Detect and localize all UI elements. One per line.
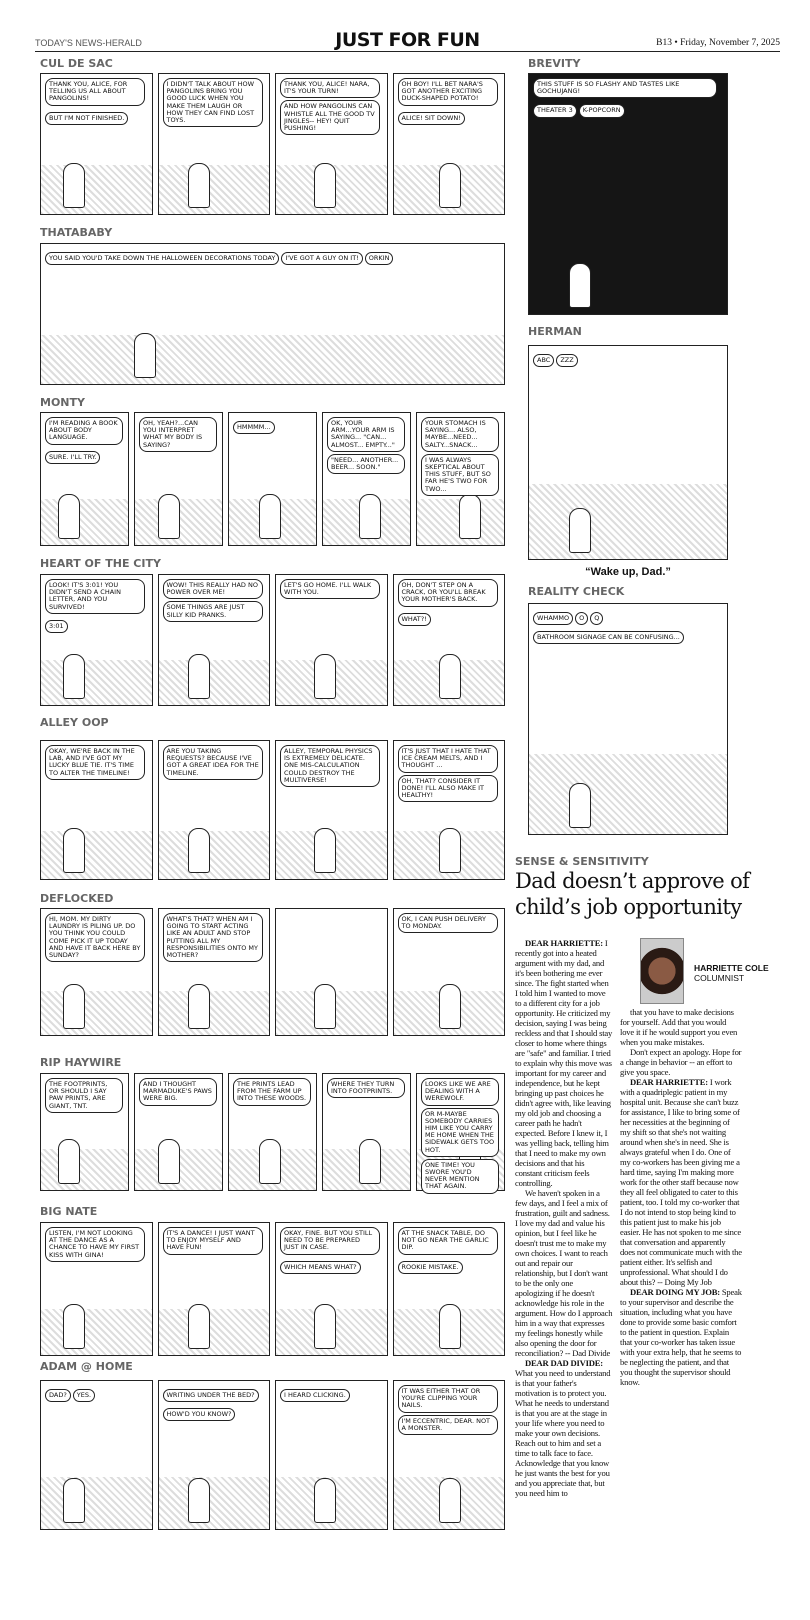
speech-bubble: K-POPCORN (579, 104, 625, 117)
author-name: HARRIETTE COLE (694, 963, 769, 973)
panel-background (41, 991, 152, 1035)
character-figure (314, 1304, 336, 1349)
speech-bubble: THE PRINTS LEAD FROM THE FARM UP INTO THESE WOODS. (233, 1078, 311, 1106)
comic-panel (275, 1380, 388, 1530)
comic-panel (393, 740, 506, 880)
paragraph-lead: DEAR DOING MY JOB: (630, 1287, 722, 1297)
character-figure (314, 1478, 336, 1523)
author-role: COLUMNIST (694, 973, 745, 983)
comic-title: MONTY (40, 396, 85, 409)
character-figure (188, 163, 210, 208)
article-paragraph: DEAR HARRIETTE: I recently got into a heated argument with my dad, and it's been bothering me ever since. The fight started when I told him I wanted to move to a different city for a job opportunity. He criticized my decision, saying I was being reckless and that I should stay closer to home where things are "safe" and familiar. I tried to explain why this move was important for my career and independence, but he kept bringing up past choices he didn't agree with, like leaving my old job and choosing a career path he hadn't expected. Before I knew it, I was yelling back, telling him that I need to make my own decisions and that his constant criticism feels controlling. (515, 938, 613, 1188)
comic-panel (275, 1222, 388, 1356)
panel-background (41, 831, 152, 879)
speech-bubble: OK, I CAN PUSH DELIVERY TO MONDAY. (398, 913, 498, 933)
panel-background (159, 1309, 270, 1355)
comic-panel (158, 574, 271, 706)
comic-title: HERMAN (528, 325, 582, 338)
speech-bubble: I HEARD CLICKING. (280, 1389, 350, 1402)
speech-bubble: WHERE THEY TURN INTO FOOTPRINTS. (327, 1078, 405, 1098)
panel-background (41, 1477, 152, 1529)
character-figure (314, 654, 336, 699)
speech-bubble: ONE TIME! YOU SWORE YOU'D NEVER MENTION THAT AGAIN. (421, 1159, 499, 1194)
comic-strip (528, 73, 728, 315)
article-paragraph: DEAR HARRIETTE: I work with a quadriplegic patient in my hospital unit. Because she can't buzz for assistance, I like to bring some of her necessities at the beginning of my shift so that she's not waiting around when she's in need. She is always grateful when I do. One of my co-workers has been giving me a hard time, saying I'm making more work for the other staff because now they all feel obligated to cater to this patient, too. I told my co-worker that I do not intend to stop being kind to this patient just to make his job easier. He has not spoken to me since that conversation and apparently does not communicate much with the patient either. It's selfish and unprofessional. What should I do about this? -- Doing My Job (620, 1077, 742, 1287)
panel-background (159, 831, 270, 879)
comic-panel (322, 412, 411, 546)
character-figure (158, 1139, 180, 1184)
paragraph-lead: DEAR DAD DIVIDE: (525, 1358, 603, 1368)
character-figure (188, 654, 210, 699)
character-figure (188, 1478, 210, 1523)
character-figure (314, 984, 336, 1029)
comic-panel (134, 1073, 223, 1191)
comic-panel (158, 73, 271, 215)
character-figure (314, 163, 336, 208)
character-figure (63, 163, 85, 208)
speech-bubble: ROOKIE MISTAKE. (398, 1261, 463, 1274)
article-paragraph: Don't expect an apology. Hope for a change in behavior -- an effort to give you space. (620, 1047, 742, 1077)
character-figure (259, 1139, 281, 1184)
speech-bubble: ARE YOU TAKING REQUESTS? BECAUSE I'VE GOT A GREAT IDEA FOR THE TIMELINE. (163, 745, 263, 780)
speech-bubble: WHICH MEANS WHAT? (280, 1261, 361, 1274)
article-paragraph: DEAR DOING MY JOB: Speak to your supervisor and describe the situation, including what you have done to provide some basic comfort to the patient in question. Explain that your co-worker has taken issue with your extra help, that he seems to be neglecting the patient, and that you thought the supervisor should know. (620, 1287, 742, 1387)
article-paragraph: We haven't spoken in a few days, and I feel a mix of frustration, guilt and sadness. I love my dad and value his opinion, but I feel like he doesn't trust me to make my own choices. I want to reach out and repair our relationship, but I don't want to be the only one apologizing if he doesn't acknowledge his role in the argument. How do I approach him in a way that expresses my feelings honestly while also opening the door for reconciliation? -- Dad Divide (515, 1188, 613, 1358)
comic-panel (40, 1222, 153, 1356)
comic-strip (40, 412, 505, 546)
comic-title: BIG NATE (40, 1205, 98, 1218)
character-figure (359, 1139, 381, 1184)
author-photo (640, 938, 684, 1004)
speech-bubble: THEATER 3 (533, 104, 577, 117)
comic-strip (40, 740, 505, 880)
comic-panel (158, 1380, 271, 1530)
character-figure (188, 984, 210, 1029)
comic-panel (275, 73, 388, 215)
panel-background (529, 754, 727, 835)
comic-panel (158, 1222, 271, 1356)
comic-panel (275, 908, 388, 1036)
article-section-label: SENSE & SENSITIVITY (515, 855, 649, 868)
character-figure (439, 984, 461, 1029)
panel-background (529, 484, 727, 559)
speech-bubble: ORKIN (365, 252, 394, 265)
comic-strip (40, 1380, 505, 1530)
comic-panel (134, 412, 223, 546)
speech-bubble: AT THE SNACK TABLE, DO NOT GO NEAR THE GARLIC DIP. (398, 1227, 498, 1255)
speech-bubble: WHAMMO (533, 612, 573, 625)
character-figure (439, 654, 461, 699)
panel-background (41, 165, 152, 214)
speech-bubble: WRITING UNDER THE BED? (163, 1389, 259, 1402)
character-figure (158, 494, 180, 539)
comic-title: HEART OF THE CITY (40, 557, 161, 570)
comic-panel (528, 345, 728, 560)
masthead (35, 30, 780, 52)
speech-bubble: AND HOW PANGOLINS CAN WHISTLE ALL THE GOOD TV JINGLES-- HEY! QUIT PUSHING! (280, 100, 380, 135)
comic-panel (528, 73, 728, 315)
speech-bubble: IT WAS EITHER THAT OR YOU'RE CLIPPING YOUR NAILS. (398, 1385, 498, 1413)
character-figure (439, 163, 461, 208)
speech-bubble: THANK YOU, ALICE! NARA, IT'S YOUR TURN! (280, 78, 380, 98)
speech-bubble: ALICE! SIT DOWN! (398, 112, 465, 125)
character-figure (63, 1478, 85, 1523)
speech-bubble: WHAT?! (398, 613, 431, 626)
character-figure (63, 1304, 85, 1349)
speech-bubble: YES. (73, 1389, 95, 1402)
comic-panel (158, 740, 271, 880)
character-figure (359, 494, 381, 539)
comic-title: RIP HAYWIRE (40, 1056, 122, 1069)
speech-bubble: LOOKS LIKE WE ARE DEALING WITH A WEREWOLF. (421, 1078, 499, 1106)
comic-panel (393, 1222, 506, 1356)
article-column-1 (515, 938, 613, 1498)
panel-background (159, 660, 270, 706)
panel-background (41, 660, 152, 706)
character-figure (63, 654, 85, 699)
character-figure (134, 333, 156, 378)
speech-bubble: OH, THAT? CONSIDER IT DONE! I'LL ALSO MAKE IT HEALTHY! (398, 775, 498, 803)
speech-bubble: OR M-MAYBE SOMEBODY CARRIES HIM LIKE YOU CARRY ME HOME WHEN THE SIDEWALK GETS TOO HOT. (421, 1108, 499, 1157)
speech-bubble: OK, YOUR ARM...YOUR ARM IS SAYING... "CAN... ALMOST... EMPTY..." (327, 417, 405, 452)
character-figure (314, 828, 336, 873)
comic-panel (228, 412, 317, 546)
character-figure (188, 828, 210, 873)
comic-title: ADAM @ HOME (40, 1360, 133, 1373)
comic-panel (393, 574, 506, 706)
comic-panel (416, 1073, 505, 1191)
comic-title: ALLEY OOP (40, 716, 109, 729)
page-date: B13 • Friday, November 7, 2025 (656, 38, 780, 48)
character-figure (569, 783, 591, 828)
comic-panel (275, 574, 388, 706)
speech-bubble: I DIDN'T TALK ABOUT HOW PANGOLINS BRING YOU GOOD LUCK WHEN YOU MAKE THEM LAUGH OR HOW THEY CAN FIND LOST TOYS. (163, 78, 263, 127)
character-figure (569, 508, 591, 553)
panel-background (159, 1477, 270, 1529)
article-paragraph: DEAR DAD DIVIDE: What you need to understand is that your father's motivation is to protect you. What he needs to understand is that you are at the stage in your life where you need to make your own decisions. Reach out to him and set a time to talk face to face. Acknowledge that you know he just wants the best for you and you appreciate that, but you need him to (515, 1358, 611, 1498)
comic-title: DEFLOCKED (40, 892, 114, 905)
speech-bubble: THE FOOTPRINTS, OR SHOULD I SAY PAW PRINTS, ARE GIANT, TNT. (45, 1078, 123, 1113)
comic-panel (40, 73, 153, 215)
speech-bubble: SOME THINGS ARE JUST SILLY KID PRANKS. (163, 601, 263, 621)
comic-panel (393, 73, 506, 215)
speech-bubble: YOU SAID YOU'D TAKE DOWN THE HALLOWEEN DECORATIONS TODAY (45, 252, 279, 265)
comic-title: BREVITY (528, 57, 581, 70)
panel-background (41, 1309, 152, 1355)
speech-bubble: SURE. I'LL TRY. (45, 451, 100, 464)
character-figure (569, 263, 591, 308)
herman-caption: “Wake up, Dad.” (585, 566, 671, 578)
comic-panel (393, 908, 506, 1036)
comic-panel (416, 412, 505, 546)
speech-bubble: HOW'D YOU KNOW? (163, 1408, 236, 1421)
speech-bubble: I'VE GOT A GUY ON IT! (281, 252, 362, 265)
comic-panel (40, 908, 153, 1036)
comic-panel (40, 1073, 129, 1191)
character-figure (259, 494, 281, 539)
speech-bubble: ALLEY, TEMPORAL PHYSICS IS EXTREMELY DELICATE. ONE MIS-CALCULATION COULD DESTROY THE MULTIVERSE! (280, 745, 380, 787)
author-byline (694, 963, 769, 983)
speech-bubble: Q (590, 612, 603, 625)
article-column-2 (620, 1007, 742, 1387)
speech-bubble: "NEED... ANOTHER... BEER... SOON." (327, 454, 405, 474)
character-figure (58, 494, 80, 539)
speech-bubble: WOW! THIS REALLY HAD NO POWER OVER ME! (163, 579, 263, 599)
comic-strip (40, 73, 505, 215)
panel-background (159, 165, 270, 214)
speech-bubble: THIS STUFF IS SO FLASHY AND TASTES LIKE GOCHUJANG! (533, 78, 717, 98)
comic-panel (40, 1380, 153, 1530)
paper-name: TODAY'S NEWS-HERALD (35, 38, 142, 48)
panel-background (41, 499, 128, 545)
character-figure (459, 494, 481, 539)
section-title: JUST FOR FUN (335, 29, 480, 51)
speech-bubble: IT'S A DANCE! I JUST WANT TO ENJOY MYSELF AND HAVE FUN! (163, 1227, 263, 1255)
speech-bubble: IT'S JUST THAT I HATE THAT ICE CREAM MELTS, AND I THOUGHT ... (398, 745, 498, 773)
comic-title: THATABABY (40, 226, 113, 239)
comic-strip (528, 345, 728, 560)
comic-strip (40, 1073, 505, 1191)
character-figure (58, 1139, 80, 1184)
character-figure (188, 1304, 210, 1349)
speech-bubble: AND I THOUGHT MARMADUKE'S PAWS WERE BIG. (139, 1078, 217, 1106)
speech-bubble: I'M READING A BOOK ABOUT BODY LANGUAGE. (45, 417, 123, 445)
speech-bubble: OH BOY! I'LL BET NARA'S GOT ANOTHER EXCITING DUCK-SHAPED POTATO! (398, 78, 498, 106)
character-figure (63, 984, 85, 1029)
comic-panel (40, 740, 153, 880)
speech-bubble: THANK YOU, ALICE, FOR TELLING US ALL ABOUT PANGOLINS! (45, 78, 145, 106)
comic-panel (275, 740, 388, 880)
comic-strip (40, 908, 505, 1036)
comic-strip (40, 1222, 505, 1356)
panel-background (159, 991, 270, 1035)
comic-strip (528, 603, 728, 835)
speech-bubble: LOOK! IT'S 3:01! YOU DIDN'T SEND A CHAIN LETTER, AND YOU SURVIVED! (45, 579, 145, 614)
comic-panel (158, 908, 271, 1036)
comic-title: CUL DE SAC (40, 57, 113, 70)
speech-bubble: O (575, 612, 588, 625)
paragraph-lead: DEAR HARRIETTE: (630, 1077, 710, 1087)
speech-bubble: WHAT'S THAT? WHEN AM I GOING TO START ACTING LIKE AN ADULT AND STOP PUTTING ALL MY RESPONSIBILITIES ONTO MY MOTHER? (163, 913, 263, 962)
speech-bubble: 3:01 (45, 620, 68, 633)
speech-bubble: HI, MOM. MY DIRTY LAUNDRY IS PILING UP. DO YOU THINK YOU COULD COME PICK IT UP TODAY AND HAVE IT BACK HERE BY SUNDAY? (45, 913, 145, 962)
speech-bubble: OH, YEAH?...CAN YOU INTERPRET WHAT MY BODY IS SAYING? (139, 417, 217, 452)
speech-bubble: OH, DON'T STEP ON A CRACK, OR YOU'LL BREAK YOUR MOTHER'S BACK. (398, 579, 498, 607)
character-figure (439, 1304, 461, 1349)
speech-bubble: OKAY, WE'RE BACK IN THE LAB, AND I'VE GOT MY LUCKY BLUE TIE. IT'S TIME TO ALTER THE TIMELINE! (45, 745, 145, 780)
comic-strip (40, 574, 505, 706)
speech-bubble: BUT I'M NOT FINISHED. (45, 112, 128, 125)
speech-bubble: OKAY, FINE. BUT YOU STILL NEED TO BE PREPARED JUST IN CASE. (280, 1227, 380, 1255)
comic-panel (322, 1073, 411, 1191)
comic-panel (228, 1073, 317, 1191)
article-paragraph: that you have to make decisions for yourself. Add that you would love it if he would support you even when you make mistakes. (620, 1007, 738, 1047)
speech-bubble: LET'S GO HOME. I'LL WALK WITH YOU. (280, 579, 380, 599)
panel-background (41, 335, 504, 384)
comic-title: REALITY CHECK (528, 585, 625, 598)
character-figure (439, 828, 461, 873)
speech-bubble: ZZZ (556, 354, 577, 367)
speech-bubble: I'M ECCENTRIC, DEAR. NOT A MONSTER. (398, 1415, 498, 1435)
speech-bubble: I WAS ALWAYS SKEPTICAL ABOUT THIS STUFF, BUT SO FAR HE'S TWO FOR TWO... (421, 454, 499, 496)
speech-bubble: HMMMM... (233, 421, 275, 434)
speech-bubble: DAD? (45, 1389, 71, 1402)
speech-bubble: BATHROOM SIGNAGE CAN BE CONFUSING... (533, 631, 684, 644)
speech-bubble: YOUR STOMACH IS SAYING... ALSO, MAYBE...NEED... SALTY...SNACK... (421, 417, 499, 452)
speech-bubble: LISTEN, I'M NOT LOOKING AT THE DANCE AS A CHANCE TO HAVE MY FIRST KISS WITH GINA! (45, 1227, 145, 1262)
comic-panel (40, 243, 505, 385)
comic-panel (393, 1380, 506, 1530)
character-figure (439, 1478, 461, 1523)
speech-bubble: ABC (533, 354, 554, 367)
comic-panel (40, 412, 129, 546)
paragraph-lead: DEAR HARRIETTE: (525, 938, 605, 948)
character-figure (63, 828, 85, 873)
panel-background (41, 1149, 128, 1190)
comic-panel (528, 603, 728, 835)
article-headline: Dad doesn’t approve of child’s job opportunity (515, 869, 750, 919)
comic-panel (40, 574, 153, 706)
comic-strip (40, 243, 505, 385)
